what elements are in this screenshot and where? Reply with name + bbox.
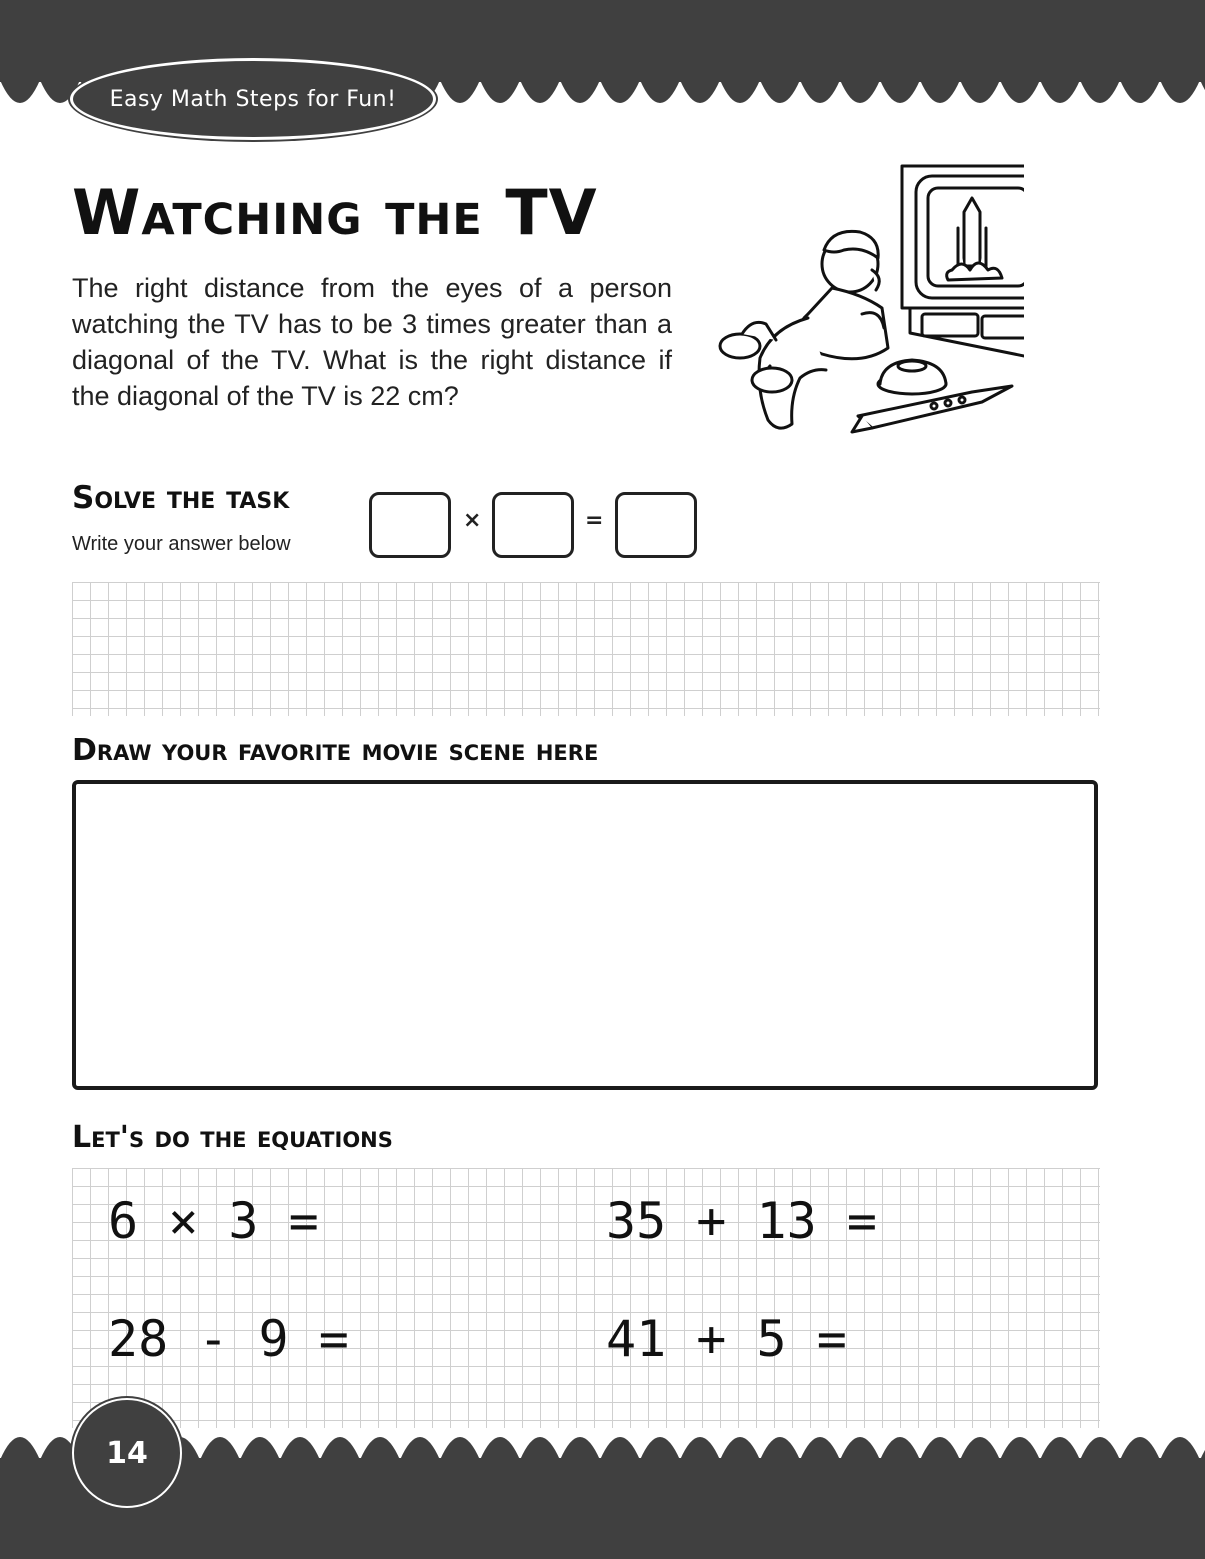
result-answer-box[interactable] <box>615 492 697 558</box>
multiply-sign: × <box>463 508 482 533</box>
factor-answer-box-2[interactable] <box>492 492 574 558</box>
page-number-badge <box>72 1398 182 1508</box>
page-number: 14 <box>106 1435 148 1471</box>
equation-item[interactable]: 35 + 13 = <box>606 1192 877 1250</box>
equation-item[interactable]: 28 - 9 = <box>108 1310 349 1368</box>
solve-task-subtitle: Write your answer below <box>72 533 291 555</box>
answer-writing-grid[interactable] <box>72 582 1100 716</box>
drawing-area[interactable] <box>72 780 1098 1090</box>
equals-sign: = <box>585 508 604 533</box>
series-title: Easy Math Steps for Fun! <box>109 86 397 112</box>
child-watching-tv-illustration <box>712 158 1024 440</box>
equation-item[interactable]: 6 × 3 = <box>108 1192 319 1250</box>
solve-task-title: Solve the task <box>72 480 290 516</box>
problem-text: The right distance from the eyes of a person watching the TV has to be 3 times greater than a diagonal of the TV. What is the right distance if the diagonal of the TV is 22 cm? <box>72 273 672 411</box>
page-title: Watching the TV <box>72 176 598 249</box>
factor-answer-box-1[interactable] <box>369 492 451 558</box>
equations-section-title: Let's do the equations <box>72 1120 393 1155</box>
drawing-section-title: Draw your favorite movie scene here <box>72 733 599 768</box>
equation-item[interactable]: 41 + 5 = <box>606 1310 847 1368</box>
series-title-badge <box>70 58 436 140</box>
